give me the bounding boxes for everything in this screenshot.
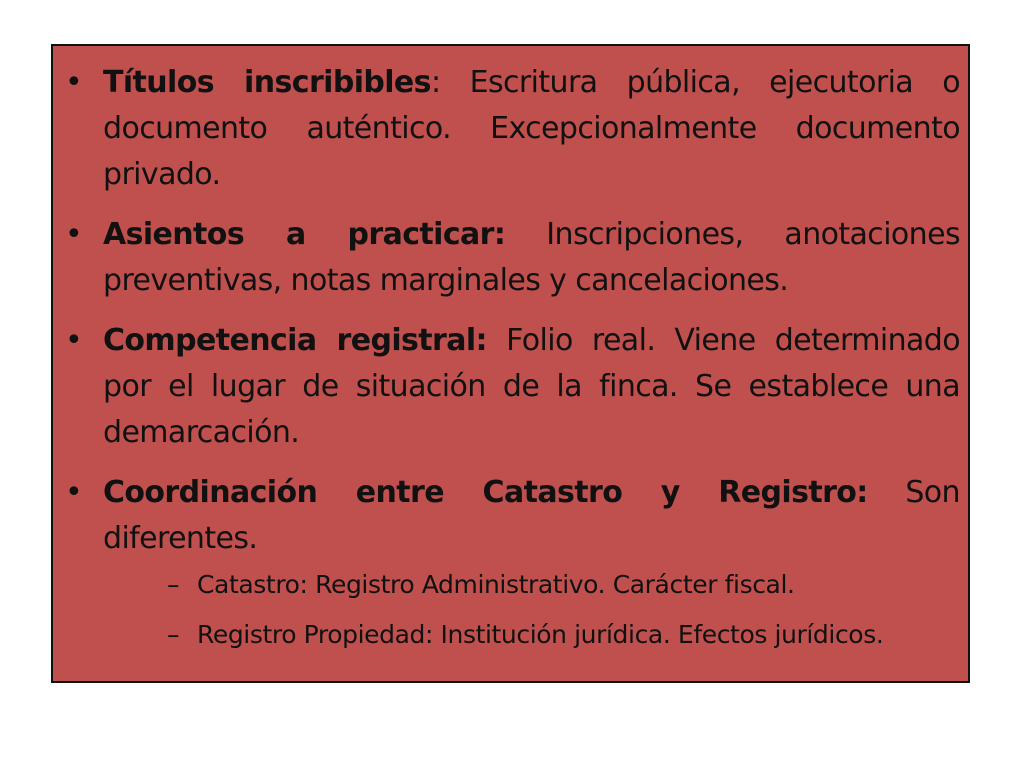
sub-bullet-text: Catastro: Registro Administrativo. Carácter fiscal. bbox=[197, 570, 795, 599]
dash-marker: – bbox=[167, 620, 180, 649]
bullet-item-asientos bbox=[53, 212, 960, 304]
bullet-term-separator: : bbox=[430, 65, 441, 100]
bullet-text: Son diferentes. bbox=[103, 475, 960, 556]
bullet-text: Escritura pública, ejecutoria o documento auténtico. Excepcionalmente documento privado. bbox=[103, 65, 961, 192]
bullet-item-titulos bbox=[53, 60, 960, 198]
bullet-term: Competencia registral: bbox=[103, 323, 487, 358]
bullet-marker: • bbox=[65, 323, 83, 358]
sub-bullet-catastro bbox=[103, 562, 960, 608]
bullet-text: Folio real. Viene determinado por el lugar de situación de la finca. Se establece una demarcación. bbox=[103, 323, 960, 450]
sub-bullet-list bbox=[103, 562, 960, 658]
content-box bbox=[51, 44, 970, 683]
sub-bullet-text: Registro Propiedad: Institución jurídica. Efectos jurídicos. bbox=[197, 620, 884, 649]
bullet-marker: • bbox=[65, 217, 83, 252]
bullet-term: Coordinación entre Catastro y Registro: bbox=[103, 475, 868, 510]
bullet-term: Asientos a practicar: bbox=[103, 217, 506, 252]
bullet-term: Títulos inscribibles bbox=[103, 65, 431, 100]
sub-bullet-registro bbox=[103, 612, 960, 658]
bullet-item-competencia bbox=[53, 318, 960, 456]
bullet-text: Inscripciones, anotaciones preventivas, notas marginales y cancelaciones. bbox=[103, 217, 960, 298]
bullet-item-coordinacion bbox=[53, 470, 960, 658]
bullet-list bbox=[53, 46, 968, 658]
bullet-marker: • bbox=[65, 65, 83, 100]
dash-marker: – bbox=[167, 570, 180, 599]
bullet-marker: • bbox=[65, 475, 83, 510]
